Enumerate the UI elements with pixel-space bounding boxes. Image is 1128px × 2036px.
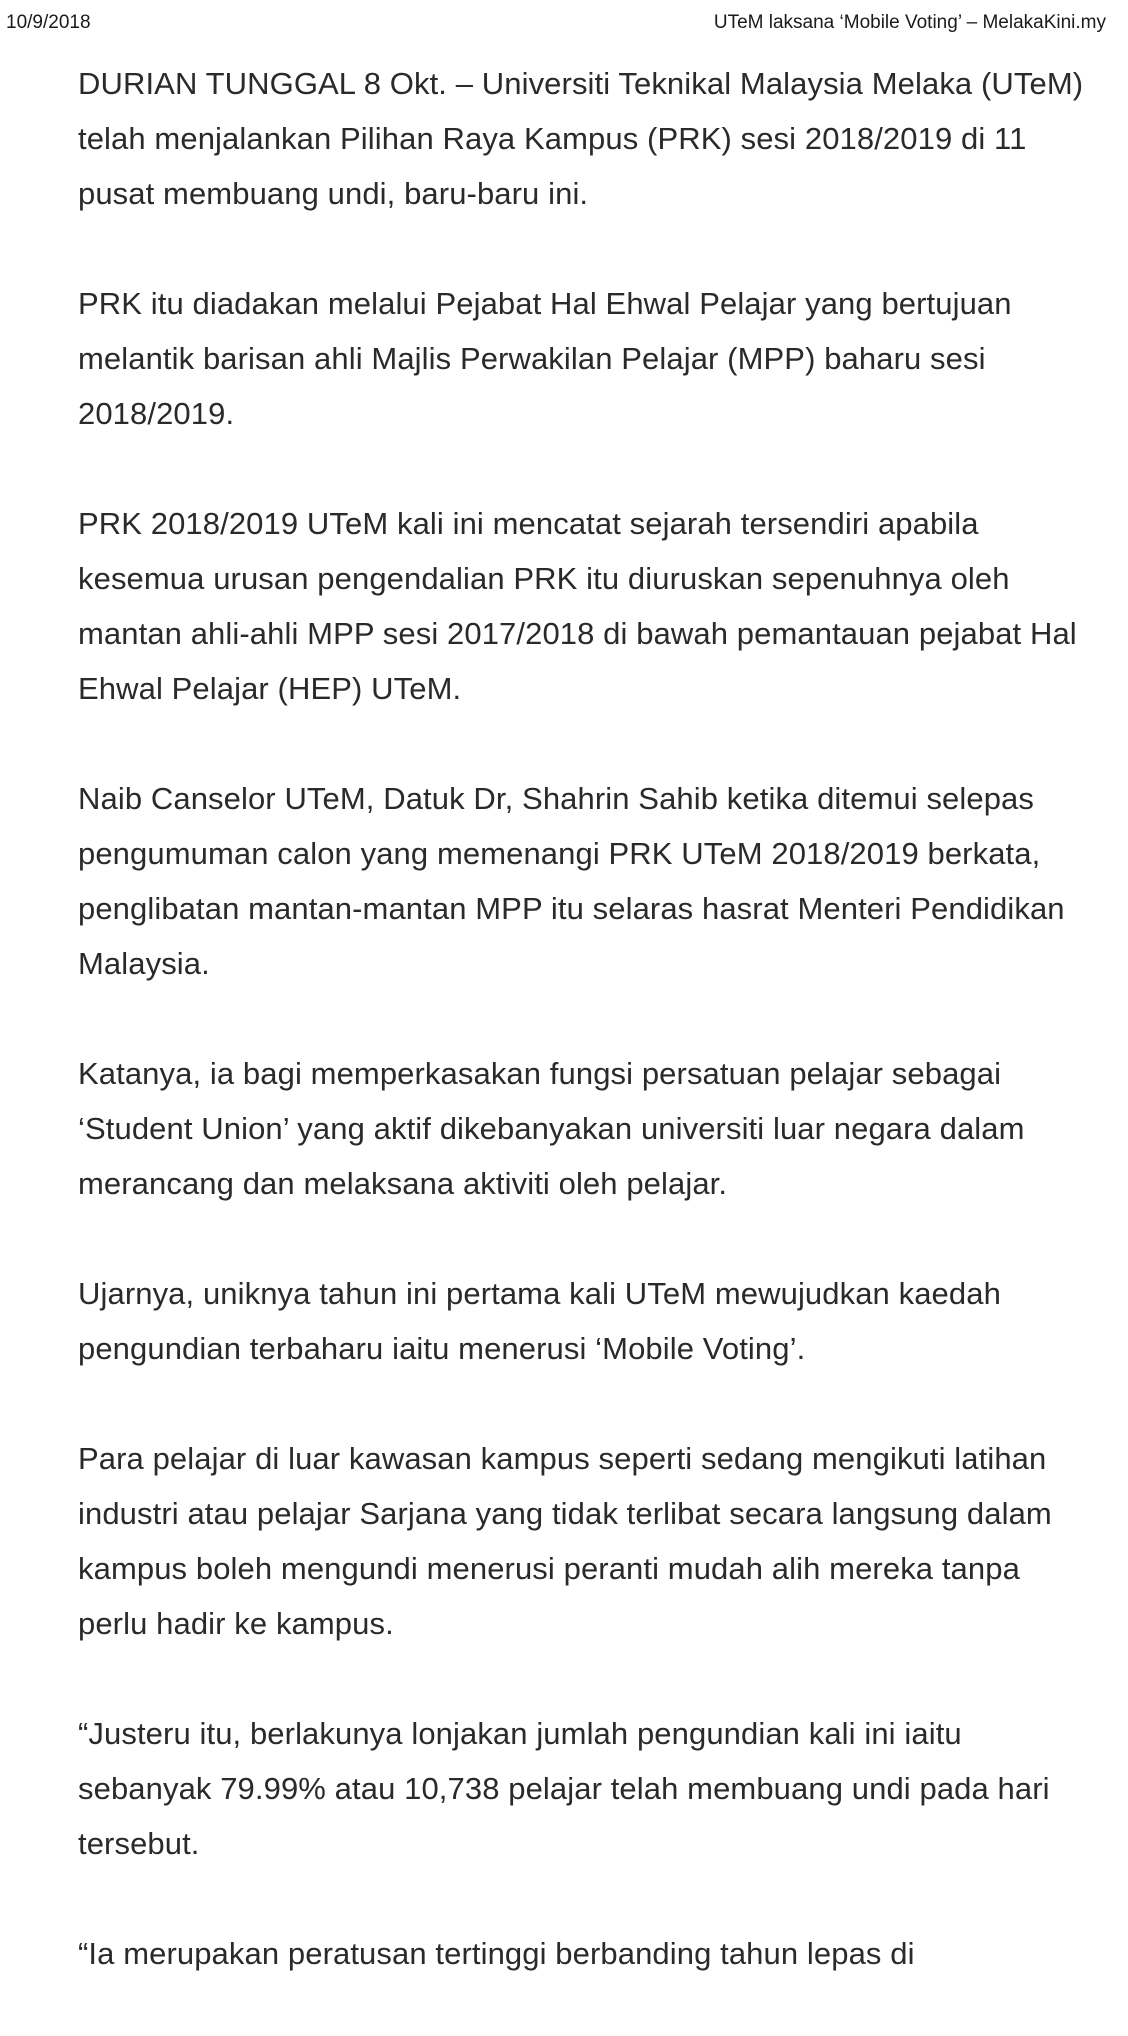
article-paragraph: Para pelajar di luar kawasan kampus seperti sedang mengikuti latihan industri atau pelajar Sarjana yang tidak terlibat secara langsung dalam kampus boleh mengundi menerusi peranti mudah alih mereka tanpa perlu hadir ke kampus. [78,1441,1052,1641]
article-paragraph: Katanya, ia bagi memperkasakan fungsi persatuan pelajar sebagai ‘Student Union’ yang aktif dikebanyakan universiti luar negara dalam merancang dan melaksana aktiviti oleh pelajar. [78,1056,1025,1201]
page-header [0,12,1128,36]
print-date: 10/9/2018 [6,12,91,33]
article-body [78,56,1088,2036]
article-paragraph: PRK itu diadakan melalui Pejabat Hal Ehwal Pelajar yang bertujuan melantik barisan ahli Majlis Perwakilan Pelajar (MPP) baharu sesi 2018/2019. [78,286,1012,431]
article-paragraph: Ujarnya, uniknya tahun ini pertama kali UTeM mewujudkan kaedah pengundian terbaharu iaitu menerusi ‘Mobile Voting’. [78,1276,1001,1366]
article-paragraph: Naib Canselor UTeM, Datuk Dr, Shahrin Sahib ketika ditemui selepas pengumuman calon yang memenangi PRK UTeM 2018/2019 berkata, penglibatan mantan-mantan MPP itu selaras hasrat Menteri Pendidikan Malaysia. [78,781,1065,981]
article-paragraph: DURIAN TUNGGAL 8 Okt. – Universiti Teknikal Malaysia Melaka (UTeM) telah menjalankan Pilihan Raya Kampus (PRK) sesi 2018/2019 di 11 pusat membuang undi, baru-baru ini. [78,66,1084,211]
print-page-title: UTeM laksana ‘Mobile Voting’ – MelakaKini.my [713,12,1106,33]
article-paragraph: “Ia merupakan peratusan tertinggi berbanding tahun lepas di [78,1936,915,1971]
article-paragraph: PRK 2018/2019 UTeM kali ini mencatat sejarah tersendiri apabila kesemua urusan pengendalian PRK itu diuruskan sepenuhnya oleh mantan ahli-ahli MPP sesi 2017/2018 di bawah pemantauan pejabat Hal Ehwal Pelajar (HEP) UTeM. [78,506,1077,706]
article-paragraph: “Justeru itu, berlakunya lonjakan jumlah pengundian kali ini iaitu sebanyak 79.99% atau 10,738 pelajar telah membuang undi pada hari tersebut. [78,1716,1050,1861]
